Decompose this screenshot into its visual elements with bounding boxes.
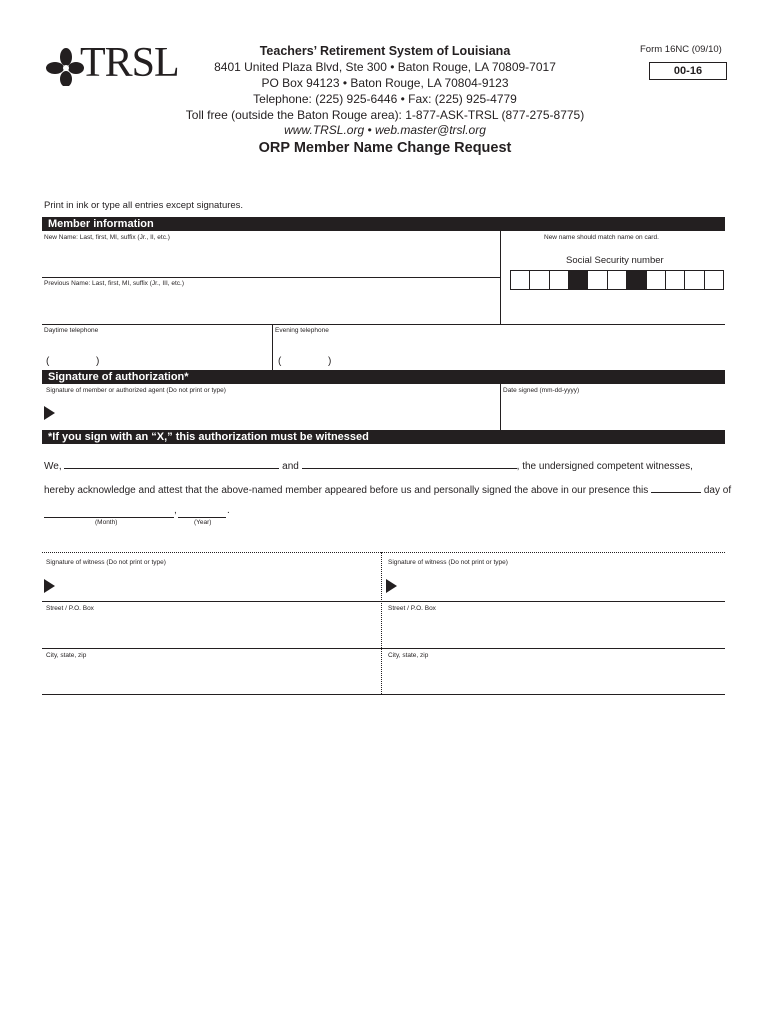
page-title: ORP Member Name Change Request xyxy=(258,140,512,156)
divider xyxy=(42,694,725,695)
witness-1-city-field[interactable] xyxy=(44,662,376,692)
ssn-separator-box xyxy=(568,270,588,290)
divider xyxy=(500,231,501,324)
witness-2-street-label: Street / P.O. Box xyxy=(388,605,436,612)
witness-2-signature-label: Signature of witness (Do not print or type) xyxy=(388,559,508,566)
witness-1-street-label: Street / P.O. Box xyxy=(46,605,94,612)
undersigned-text: , the undersigned competent witnesses, xyxy=(516,461,693,472)
month-label: (Month) xyxy=(95,519,118,526)
address-line-1: 8401 United Plaza Blvd, Ste 300 • Baton Rouge, LA 70809-7017 xyxy=(214,60,556,74)
sign-here-arrow-icon xyxy=(386,579,397,593)
witness-2-street-field[interactable] xyxy=(386,615,722,645)
ssn-label: Social Security number xyxy=(566,255,664,266)
we-text: We, xyxy=(44,461,62,472)
daytime-area-open: ( xyxy=(46,356,50,367)
daytime-phone-field[interactable] xyxy=(55,352,265,368)
address-line-2: PO Box 94123 • Baton Rouge, LA 70804-9123 xyxy=(261,76,509,90)
divider xyxy=(42,324,725,325)
ssn-digit-box[interactable] xyxy=(646,270,666,290)
ssn-digit-box[interactable] xyxy=(607,270,627,290)
witness-1-name-field[interactable] xyxy=(64,468,279,469)
ssn-digit-box[interactable] xyxy=(587,270,607,290)
witness-heading: *If you sign with an “X,” this authorization must be witnessed xyxy=(42,430,725,444)
evening-area-open: ( xyxy=(278,356,282,367)
previous-name-field[interactable] xyxy=(44,290,499,322)
form-number: Form 16NC (09/10) xyxy=(640,44,722,55)
daytime-phone-label: Daytime telephone xyxy=(44,327,99,334)
witness-2-city-label: City, state, zip xyxy=(388,652,429,659)
attest-text: hereby acknowledge and attest that the above-named member appeared before us and personally signed the above in our presence this xyxy=(44,485,649,496)
evening-phone-label: Evening telephone xyxy=(275,327,329,334)
date-signed-field[interactable] xyxy=(504,398,722,426)
org-name: Teachers’ Retirement System of Louisiana xyxy=(259,44,511,58)
ssn-digit-box[interactable] xyxy=(684,270,704,290)
divider xyxy=(500,384,501,430)
new-name-label: New Name: Last, first, MI, suffix (Jr., II, etc.) xyxy=(44,234,170,241)
ssn-digit-box[interactable] xyxy=(549,270,569,290)
signature-label: Signature of member or authorized agent (Do not print or type) xyxy=(46,387,226,394)
sign-here-arrow-icon xyxy=(44,579,55,593)
new-name-field[interactable] xyxy=(44,245,499,275)
logo-wordmark: TRSL xyxy=(80,40,179,86)
evening-phone-field[interactable] xyxy=(287,352,717,368)
ssn-digit-box[interactable] xyxy=(704,270,724,290)
instructions: Print in ink or type all entries except signatures. xyxy=(44,200,244,211)
divider xyxy=(42,648,725,649)
ssn-digit-box[interactable] xyxy=(510,270,530,290)
ssn-separator-box xyxy=(626,270,646,290)
date-signed-label: Date signed (mm-dd-yyyy) xyxy=(503,387,580,394)
witness-sentence-2 xyxy=(44,485,731,496)
witness-1-city-label: City, state, zip xyxy=(46,652,87,659)
and-text: and xyxy=(282,461,299,472)
comma-text: , xyxy=(174,505,177,516)
month-field[interactable] xyxy=(44,505,174,518)
sign-here-arrow-icon xyxy=(44,406,55,420)
divider xyxy=(272,324,273,370)
tollfree-line: Toll free (outside the Baton Rouge area): 1-877-ASK-TRSL (877-275-8775) xyxy=(185,108,585,122)
signature-heading: Signature of authorization* xyxy=(42,370,725,384)
web-line: www.TRSL.org • web.master@trsl.org xyxy=(284,123,486,137)
witness-2-city-field[interactable] xyxy=(386,662,722,692)
witness-2-signature-field[interactable] xyxy=(402,570,722,598)
form-code-box: 00-16 xyxy=(649,62,727,80)
member-info-heading: Member information xyxy=(42,217,725,231)
ssn-digit-box[interactable] xyxy=(529,270,549,290)
witness-1-street-field[interactable] xyxy=(44,615,376,645)
divider xyxy=(381,552,382,694)
phone-line: Telephone: (225) 925-6446 • Fax: (225) 925-4779 xyxy=(253,92,517,106)
witness-1-signature-field[interactable] xyxy=(60,570,376,598)
divider xyxy=(42,552,725,553)
day-field[interactable] xyxy=(651,492,701,493)
year-field[interactable] xyxy=(178,505,226,518)
day-of-text: day of xyxy=(703,485,732,496)
evening-area-close: ) xyxy=(328,356,332,367)
previous-name-label: Previous Name: Last, first, MI, suffix (Jr., III, etc.) xyxy=(44,280,185,287)
member-signature-field[interactable] xyxy=(60,398,496,426)
witness-sentence-1 xyxy=(44,461,693,472)
ssn-boxes[interactable] xyxy=(511,270,724,290)
witness-2-name-field[interactable] xyxy=(302,468,517,469)
name-match-note: New name should match name on card. xyxy=(544,234,659,241)
divider xyxy=(42,601,725,602)
divider xyxy=(42,277,500,278)
year-label: (Year) xyxy=(194,519,212,526)
ssn-digit-box[interactable] xyxy=(665,270,685,290)
period-text: . xyxy=(227,505,230,516)
witness-1-signature-label: Signature of witness (Do not print or type) xyxy=(46,559,166,566)
daytime-area-close: ) xyxy=(96,356,100,367)
